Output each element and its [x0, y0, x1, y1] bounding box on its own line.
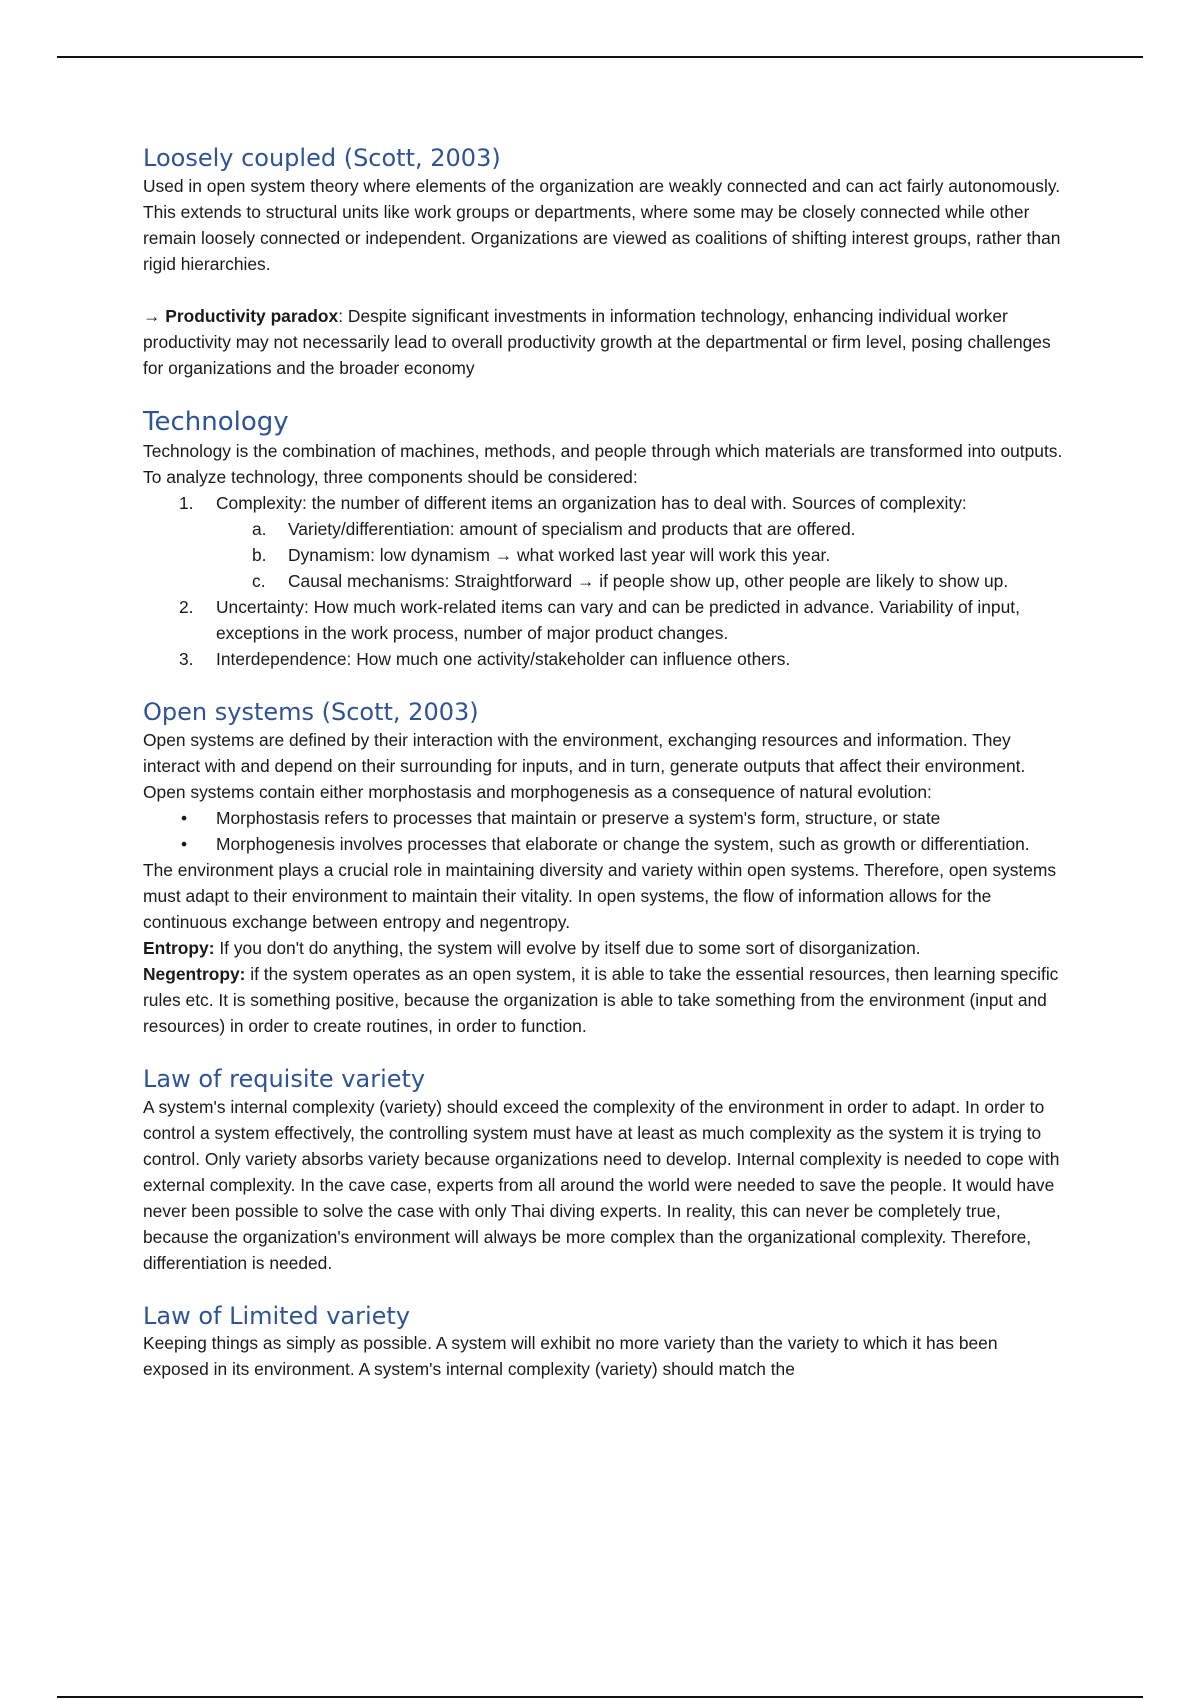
list-item: [143, 831, 1063, 857]
list-item: [216, 542, 1063, 568]
paragraph-loosely-coupled: Used in open system theory where elements of the organization are weakly connected and can act fairly autonomously. This extends to structural units like work groups or departments, where some may be closely connected while other remain loosely connected or independent. Organizations are viewed as coalitions of shifting interest groups, rather than rigid hierarchies.: [143, 175, 1061, 274]
list-item: [143, 646, 1063, 672]
heading-requisite-variety: Law of requisite variety: [143, 1064, 426, 1093]
list-item-text: Causal mechanisms: Straightforward → if people show up, other people are likely to show up.: [288, 570, 1009, 591]
list-letter: c.: [252, 570, 266, 591]
list-item-text: Morphogenesis involves processes that elaborate or change the system, such as growth or differentiation.: [216, 833, 1030, 854]
term-productivity-paradox: Productivity paradox: [165, 305, 339, 326]
list-number: 3.: [179, 648, 194, 669]
list-item: [143, 490, 1063, 594]
list-number: 2.: [179, 596, 194, 617]
document-body: [143, 144, 1063, 1382]
complexity-sources-list: [216, 516, 1063, 594]
technology-component-list: [143, 490, 1063, 672]
definition-productivity-paradox: : Despite significant investments in information technology, enhancing individual worker productivity may not necessarily lead to overall productivity growth at the departmental or firm level, posing challenges for organizations and the broader economy: [143, 305, 1051, 378]
heading-technology: Technology: [143, 406, 289, 437]
header-rule: [57, 56, 1143, 58]
term-entropy: Entropy:: [143, 937, 215, 958]
term-negentropy: Negentropy:: [143, 963, 246, 984]
definition-entropy: If you don't do anything, the system will evolve by itself due to some sort of disorganization.: [214, 937, 921, 958]
paragraph-open-systems-intro: Open systems are defined by their interaction with the environment, exchanging resources and information. They interact with and depend on their surrounding for inputs, and in turn, generate outputs that affect their environment. Open systems contain either morphostasis and morphogenesis as a consequence of natural evolution:: [143, 729, 1026, 802]
list-item-text: Complexity: the number of different items an organization has to deal with. Sources of complexity:: [216, 492, 967, 513]
arrow-icon: →: [143, 305, 161, 326]
paragraph-negentropy: [143, 961, 1063, 1039]
list-item-text: Interdependence: How much one activity/stakeholder can influence others.: [216, 648, 791, 669]
morpho-bullet-list: [143, 805, 1063, 857]
list-item: [143, 594, 1063, 646]
list-item: [216, 516, 1063, 542]
paragraph-limited-variety: Keeping things as simply as possible. A system will exhibit no more variety than the variety to which it has been exposed in its environment. A system's internal complexity (variety) should match the: [143, 1333, 998, 1380]
paragraph-productivity-paradox: [143, 303, 1063, 381]
heading-limited-variety: Law of Limited variety: [143, 1301, 411, 1330]
paragraph-technology-intro: Technology is the combination of machines, methods, and people through which materials are transformed into outputs. To analyze technology, three components should be considered:: [143, 440, 1063, 487]
footer-rule: [57, 1696, 1143, 1698]
bullet-icon: •: [181, 833, 188, 854]
bullet-icon: •: [181, 807, 188, 828]
paragraph-open-systems-environment: The environment plays a crucial role in maintaining diversity and variety within open systems. Therefore, open systems must adapt to their environment to maintain their vitality. In open systems, the flow of information allows for the continuous exchange between entropy and negentropy.: [143, 859, 1057, 932]
heading-loosely-coupled: Loosely coupled (Scott, 2003): [143, 144, 501, 172]
list-item: [216, 568, 1063, 594]
list-item: [143, 805, 1063, 831]
heading-open-systems: Open systems (Scott, 2003): [143, 697, 479, 726]
list-item-text: Dynamism: low dynamism → what worked last year will work this year.: [288, 544, 831, 565]
list-item-text: Morphostasis refers to processes that maintain or preserve a system's form, structure, or state: [216, 807, 941, 828]
paragraph-entropy: [143, 935, 1063, 961]
list-letter: a.: [252, 518, 267, 539]
list-item-text: Uncertainty: How much work-related items can vary and can be predicted in advance. Variability of input, exceptions in the work process, number of major product changes.: [216, 596, 1020, 643]
paragraph-requisite-variety: A system's internal complexity (variety) should exceed the complexity of the environment in order to adapt. In order to control a system effectively, the controlling system must have at least as much complexity as the system it is trying to control. Only variety absorbs variety because organizations need to develop. Internal complexity is needed to cope with external complexity. In the cave case, experts from all around the world were needed to save the people. It would have never been possible to solve the case with only Thai diving experts. In reality, this can never be completely true, because the organization's environment will always be more complex than the organizational complexity. Therefore, differentiation is needed.: [143, 1096, 1060, 1273]
definition-negentropy: if the system operates as an open system, it is able to take the essential resources, then learning specific rules etc. It is something positive, because the organization is able to take something from the environment (input and resources) in order to create routines, in order to function.: [143, 963, 1059, 1036]
list-number: 1.: [179, 492, 194, 513]
list-letter: b.: [252, 544, 267, 565]
list-item-text: Variety/differentiation: amount of specialism and products that are offered.: [288, 518, 856, 539]
